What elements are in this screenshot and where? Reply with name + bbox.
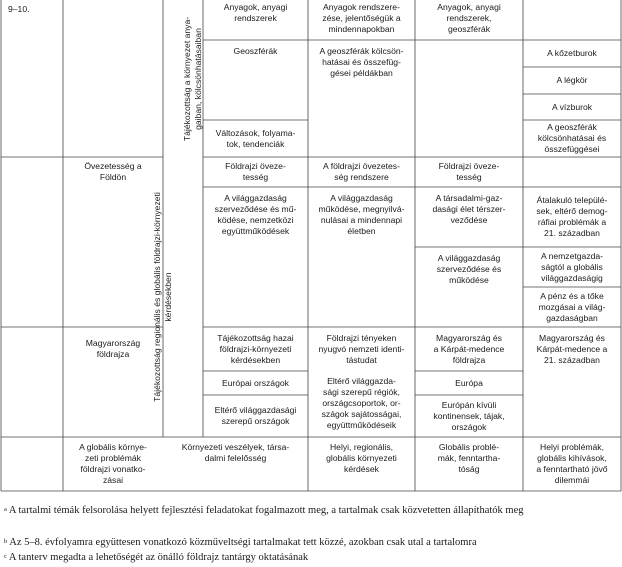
table-cell: A világgazdaság működése, megnyilvá- nulásai a mindennapi életben bbox=[318, 193, 405, 236]
table-cell: Európa bbox=[455, 377, 483, 388]
table-cell: Helyi problémák, globális kihívások, a fenntartható jövő dilemmái bbox=[536, 442, 608, 485]
footnote-b bbox=[4, 536, 620, 549]
table-cell: Magyarország földrajza bbox=[85, 338, 141, 359]
footnote-c bbox=[4, 551, 620, 564]
footnote-mark: c bbox=[4, 553, 7, 560]
table-cell: Geoszférák bbox=[233, 46, 278, 56]
table-cell: Tájékozottság hazai földrajzi-környezeti kérdésekben bbox=[217, 332, 294, 365]
footnote-mark: a bbox=[4, 506, 7, 513]
footnote-a bbox=[4, 504, 620, 517]
table-cell: A vízburok bbox=[551, 101, 593, 112]
vertical-label-materials: Tájékozottság a környezet anya- gaiban, kölcsönhatásaiban bbox=[182, 16, 203, 142]
footnote-mark: b bbox=[4, 538, 8, 545]
table-cell: Eltérő világgazda- sági szerepű régiók, országcsoportok, or- szágok sajátosságai, együttműködéseik bbox=[321, 376, 402, 430]
table-cell: Földrajzi tényeken nyugvó nemzeti identi- tástudat bbox=[318, 332, 405, 365]
table-cell: Övezetesség a Földön bbox=[84, 161, 142, 182]
table-cell: Anyagok, anyagi rendszerek bbox=[223, 2, 288, 23]
table-cell: Eltérő világgazdasági szerepű országok bbox=[214, 405, 297, 426]
vertical-label-regional: Tájékozottság regionális és globális földrajzi-környezeti kérdésekben bbox=[152, 192, 173, 402]
table-cell: Globális problé- mák, fenntartha- tóság bbox=[437, 442, 501, 474]
table-cell: A pénz és a tőke mozgásai a világ- gazdaságban bbox=[538, 290, 606, 323]
table-cell: A világgazdaság szerveződése és mű- ködése, nemzetközi együttműködések bbox=[214, 193, 297, 236]
table-cell: Anyagok rendszere- zése, jelentőségük a mindennapokban bbox=[322, 2, 401, 34]
table-cell: A geoszférák kölcsön- hatásai és összefüg- gései példákban bbox=[319, 46, 404, 78]
table-cell: A földrajzi övezetes- ség rendszere bbox=[323, 161, 400, 182]
table-cell: Földrajzi öveze- tesség bbox=[438, 161, 500, 182]
table-cell: Átalakuló települé- sek, eltérő demog- ráfiai problémák a 21. században bbox=[536, 195, 608, 238]
table-cell: Európai országok bbox=[222, 377, 289, 388]
table-cell: A nemzetgazda- ságtól a globális világgazdaságig bbox=[540, 250, 604, 283]
table-cell: A légkör bbox=[556, 75, 588, 85]
footnote-text: A tartalmi témák felsorolása helyett fejlesztési feladatokat fogalmazott meg, a tartalmak csak közvetetten állapíthatók meg bbox=[8, 505, 524, 516]
table-cell: A társadalmi-gaz- dasági élet térszer- veződése bbox=[432, 193, 506, 225]
table-cell: Európán kívüli kontinensek, tájak, országok bbox=[433, 399, 505, 432]
table-cell: A világgazdaság szerveződése és működése bbox=[436, 253, 502, 285]
table-cell: A geoszférák kölcsönhatásai és összefüggései bbox=[537, 122, 607, 154]
grade-label: 9–10. bbox=[8, 4, 30, 14]
footnote-text: A tanterv megadta a lehetőségét az önálló földrajz tantárgy oktatásának bbox=[8, 552, 309, 563]
table-cell: Környezeti veszélyek, társa- dalmi felelősség bbox=[181, 442, 290, 463]
table-cell: Magyarország és a Kárpát-medence földrajza bbox=[433, 332, 505, 365]
table-cell: A kőzetburok bbox=[547, 48, 597, 58]
table-cell: Földrajzi öveze- tesség bbox=[225, 161, 286, 182]
table-cell: Változások, folyama- tok, tendenciák bbox=[215, 127, 296, 149]
table-cell: Magyarország és Kárpát-medence a 21. században bbox=[536, 332, 608, 365]
table-cell: A globális környe- zeti problémák földrajzi vonatko- zásai bbox=[79, 442, 147, 485]
footnote-text: Az 5–8. évfolyamra együttesen vonatkozó közműveltségi tartalmakat tett közzé, azokban csak utal a tartalomra bbox=[9, 537, 477, 548]
table-cell: Helyi, regionális, globális környezeti kérdések bbox=[326, 442, 397, 474]
table-cell: Anyagok, anyagi rendszerek, geoszférák bbox=[437, 2, 501, 34]
